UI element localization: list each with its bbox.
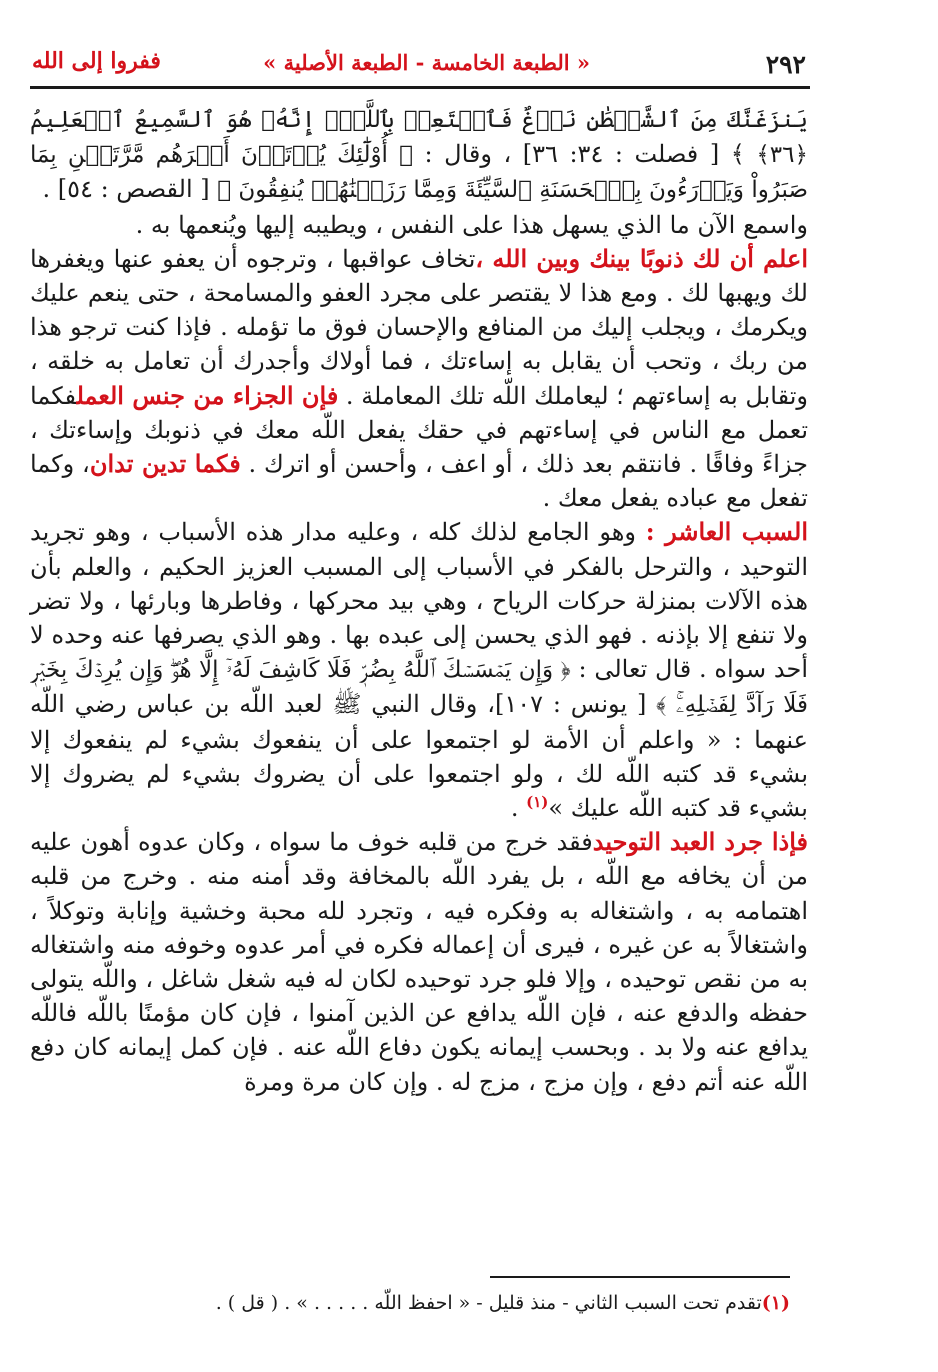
edition-label: « الطبعة الخامسة - الطبعة الأصلية » [263,50,590,75]
highlight-phrase: فإن الجزاء من جنس العمل [76,380,339,410]
book-title: ففروا إلى الله [32,48,161,74]
footnote-marker: (١) [526,793,549,812]
footnote-marker: (١) [761,1292,790,1314]
paragraph-2: واسمع الآن ما الذي يسهل هذا على النفس ، ويطيبه إليها ويُنعمها به . [135,210,808,239]
page-header [30,36,810,84]
highlight-phrase: فإذا جرد العبد التوحيد [592,827,808,857]
paragraph-text: تخاف عواقبها ، وترجوه أن يعفو عنها ويغفرها لك ويهبها لك . ومع هذا لا يقتصر على مجرد العفو والمسامحة ، حتى ينعم عليك ويكرمك ، ويجلب إليك من المنافع والإحسان فوق ما تؤمله . فإذا كنت ترجو هذا من ربك ، وتحب أن يقابل به إساءتك ، فما أولاك وأجدرك أن تعامل به خلقه ، وتقابل به إساءتهم ؛ ليعاملك اللّه تلك المعاملة . [30,244,808,410]
header-rule [30,86,810,89]
paragraph-text: وهو الجامع لذلك كله ، وعليه مدار هذه الأسباب ، وهو تجريد التوحيد ، والترحل بالفكر في الأسباب إلى المسبب العزيز الحكيم ، والعلم بأن هذه الآلات بمنزلة حركات الرياح ، وهي بيد محركها ، وفاطرها وبارئها ، ولا تضر ولا تنفع إلا بإذنه . فهو الذي يحسن إلى عبده بها . وهو الذي يصرفها عنه وحده لا أحد سواه . قال تعالى : [30,518,809,684]
highlight-phrase: فكما تدين تدان [89,449,241,479]
paragraph-text: فقد خرج من قلبه خوف ما سواه ، وكان عدوه أهون عليه من أن يخافه مع اللّه ، بل يفرد اللّه بالمخافة وقد أمنه منه . وخرج من قلبه اهتمامه به ، واشتغاله به وفكره فيه ، وتجرد لله محبة وخشية وإنابة وتوكلاً ، واشتغالاً به عن غيره ، فيرى أن إعماله فكره في أمر عدوه وخوفه منه واشتغاله به من نقص توحيده ، وإلا فلو جرد توحيده لكان له فيه شغل شاغل ، واللّه يتولى حفظه والدفع عنه ، فإن اللّه يدافع عن الذين آمنوا ، فإن كان مؤمنًا باللّه فاللّه يدافع عنه ولا بد . وبحسب إيمانه يكون دفاع اللّه عنه . فإن كمل إيمانه كان دفع اللّه عنه أتم دفع ، وإن مزج ، مزج له . وإن كان مرة ومرة [30,828,808,1096]
paragraph-5 [30,825,808,1099]
section-heading: السبب العاشر : [645,517,808,547]
highlight-phrase: اعلم أن لك ذنوبًا بينك وبين الله ، [475,243,808,273]
paragraph-text: فكما تعمل مع الناس في إساءتهم في حقك يفعل اللّه معك في ذنوبك وإساءتك ، جزاءً وفاقًا . فانتقم بعد ذلك ، أو اعف ، وأحسن أو اترك . [30,381,809,479]
paragraph-text: . [510,794,527,823]
paragraph-text: ، وكما تفعل مع عباده يفعل معك . [30,450,808,513]
paragraph-4 [30,515,808,825]
paragraph-3 [30,242,808,516]
footnote-rule [490,1276,790,1278]
verse-reference: [ القصص : ٥٤] . [42,175,218,204]
paragraph-1 [30,102,808,208]
page-number: ٢٩٢ [765,50,806,79]
page-body [30,102,808,1252]
quran-verse: يَنزَغَنَّكَ مِنَ ٱلشَّيۡطَٰنِ نَزۡغٌ فَٱسۡتَعِذۡ بِٱللَّهِۖ إِنَّهُۥ هُوَ ٱلسَّمِيعُ ٱلۡعَلِيمُ ﴿٣٦﴾ [30,107,808,169]
quran-verse: ﴿ وَإِن يَمۡسَسۡكَ ٱللَّهُ بِضُرّٖ فَلَا كَاشِفَ لَهُۥٓ إِلَّا هُوَۖ وَإِن يُرِدۡكَ بِخَيۡرٖ فَلَا رَآدَّ لِفَضۡلِهِۦۚ ﴾ [30,657,809,719]
footnote-text: تقدم تحت السبب الثاني - منذ قليل - « احفظ اللّه . . . . . » . ( قل ) . [215,1292,762,1314]
quran-verse: ﴿ أُوْلَٰٓئِكَ يُؤۡتَوۡنَ أَجۡرَهُم مَّرَّتَيۡنِ بِمَا صَبَرُواْ وَيَدۡرَءُونَ بِٱلۡحَسَنَةِ ٱلسَّيِّئَةَ وَمِمَّا رَزَقۡنَٰهُمۡ يُنفِقُونَ ﴾ [30,142,808,204]
footnote [30,1292,790,1314]
verse-reference: ﴾ [ فصلت : ٣٤: ٣٦] ، وقال : [412,140,757,169]
paragraph-text: [ يونس : ١٠٧]، وقال النبي ﷺ لعبد اللّه بن عباس رضي اللّه عنهما : « واعلم أن الأمة لو اجتمعوا على أن ينفعوك بشيء لم ينفعوك إلا بشيء قد كتبه اللّه لك ، ولو اجتمعوا على أن يضروك بشيء لم يضروك إلا بشيء قد كتبه اللّه عليك » [30,690,809,823]
